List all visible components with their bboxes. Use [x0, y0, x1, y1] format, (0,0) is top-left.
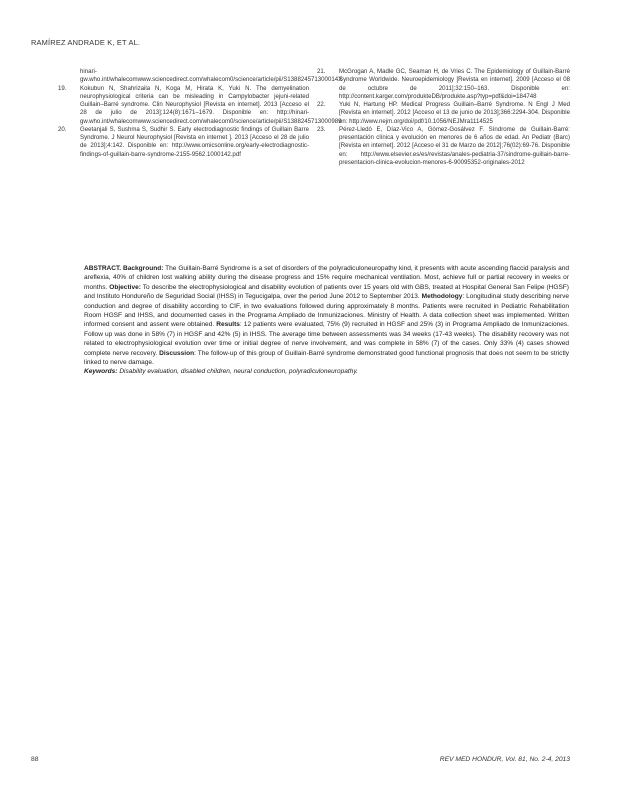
background-text: The Guillain-Barré Syndrome is a set of disorders of the polyradiculoneuropathy kind, it presents with acute ascending flaccid paralysis and areflexia, 40% of children lost walking ability during the disease progress and 15% require mechanical ventilation. Most, achieve full or partial recovery in weeks or months.: [84, 265, 569, 291]
keywords: [84, 367, 569, 376]
results-text: : 12 patients were evaluated, 75% (9) recruited in HGSF and 25% (3) in Programa Ampliado de Inmunizaciones. Follow up was done in 58% (7) in HGSF and 42% (5) in IHSS. The average time between assessments was 34 weeks (17-43 weeks). The disability recovery was not related to electrophysiological evolution over time or initial degree of nerve involvement, and was complete in 58% (7) of the cases. Only 33% (4) cases showed complete nerve recovery.: [84, 321, 569, 357]
page-number: 88: [31, 756, 39, 763]
journal-citation: REV MED HONDUR, Vol. 81, No. 2-4, 2013: [439, 756, 570, 763]
reference-text: Yuki N, Hartung HP. Medical Progress Guillain–Barré Syndrome. N Engl J Med [Revista en internet]. 2012 [Acceso el 13 de junio de 2013];366:2294-304. Disponible en: http://www.nejm.org/doi/pdf/10.1056/NEJMra1114525: [339, 101, 570, 125]
reference-text: McGrogan A, Madle GC, Seaman H, de Vries C. The Epidemiology of Guillain-Barré Syndrome Worldwide. Neuroepidemiology [Revista en internet]. 2009 [Acceso el 08 de octubre de 2011];32:150–163. Disponible en: http://content.karger.com/produkteDB/produkte.asp?typ=pdf&doi=184748: [339, 68, 570, 100]
reference-item: [317, 68, 570, 101]
reference-item: [317, 101, 570, 126]
reference-number: 22.: [317, 101, 326, 108]
keywords-label: Keywords:: [84, 368, 118, 376]
reference-text: Geetanjali S, Sushma S, Sudhir S. Early electrodiagnostic findings of Guillain Barre Syndrome. J Neurol Neurophysiol [Revista en internet ]. 2013 [Acceso el 28 de julio de 2013];4:142. Disponible en: http://www.omicsonline.org/early-electrodiagnostic-findings-of-guillain-barre-syndrome-2155-9562.1000142.pdf: [80, 125, 309, 158]
methodology-text: : Longitudinal study describing nerve conduction and degree of disability according to CIF, in two evaluations followed during approximately 8 months. Patients were recruited in Pediatric Rehabilitation Room HGSF and IHSS, and documented cases in the Programa Ampliado de Inmunizaciones. Ministry of Health. A data collection sheet was implemented. Written informed consent and assent were obtained.: [84, 293, 569, 329]
running-head: RAMÍREZ ANDRADE K, ET AL.: [31, 38, 141, 47]
reference-text: Pérez-Lledó E, Díaz-Vico A, Gómez-Gosálvez F. Síndrome de Guillain-Barré: presentación clínica y evolución en menores de 6 años de edad. An Pediatr (Barc) [Revista en internet]. 2012 [Acceso el 31 de Marzo de 2012];76(02):69-76. Disponible en: http://www.elsevier.es/es/revistas/anales-pediatria-37/sindrome-guillain-barre-presentacion-clinica-evolucion-menores-6-90095352-originales-2012: [339, 125, 570, 166]
reference-item: [317, 126, 570, 167]
objective-label: Objective:: [109, 283, 141, 291]
discussion-label: Discussion: [159, 349, 195, 357]
reference-number: 21.: [317, 68, 326, 75]
reference-number: 23.: [317, 125, 326, 133]
methodology-label: Methodology: [421, 293, 463, 301]
keywords-text: Disability evaluation, disabled children, neural conduction, polyradiculoneuropathy.: [119, 368, 358, 376]
reference-number: 19.: [58, 84, 67, 92]
abstract-label: ABSTRACT.: [84, 265, 122, 272]
results-label: Results: [216, 321, 240, 329]
discussion-text: : The follow-up of this group of Guillain-Barré syndrome demonstrated good functional prognosis that does not seem to be strictly linked to nerve damage.: [84, 349, 569, 367]
reference-item: [58, 126, 309, 159]
objective-text: To describe the electrophysiological and disability evolution of patients over 15 years old with GBS, treated at Hospital General San Felipe (HGSF) and Instituto Hondureño de Seguridad Social (IHSS) in Tegucigalpa, over the period June 2012 to September 2013.: [84, 283, 569, 301]
reference-list-right: [317, 68, 570, 167]
reference-text: hinari-gw.who.int/whalecomwww.sciencedirect.com/whalecom0/science/article/pii/S138824571300014X: [80, 68, 343, 84]
reference-number: 20.: [58, 125, 67, 133]
background-label: Background:: [123, 265, 164, 272]
reference-text: Kokubun N, Shahrizaila N, Koga M, Hirata K, Yuki N. The demyelination neurophysiological criteria can be misleading in Campylobacter jejuni-related Guillain–Barré syndrome. Clin Neurophysiol [Revista en internet]. 2013 [Acceso el 28 de julio de 2013];124(8):1671–1679. Disponible en: http://hinari-gw.who.int/whalecomwww.sciencedirect.com/whalecom0/science/article/pii/S1388245713000989: [80, 84, 342, 125]
abstract: [84, 264, 569, 377]
